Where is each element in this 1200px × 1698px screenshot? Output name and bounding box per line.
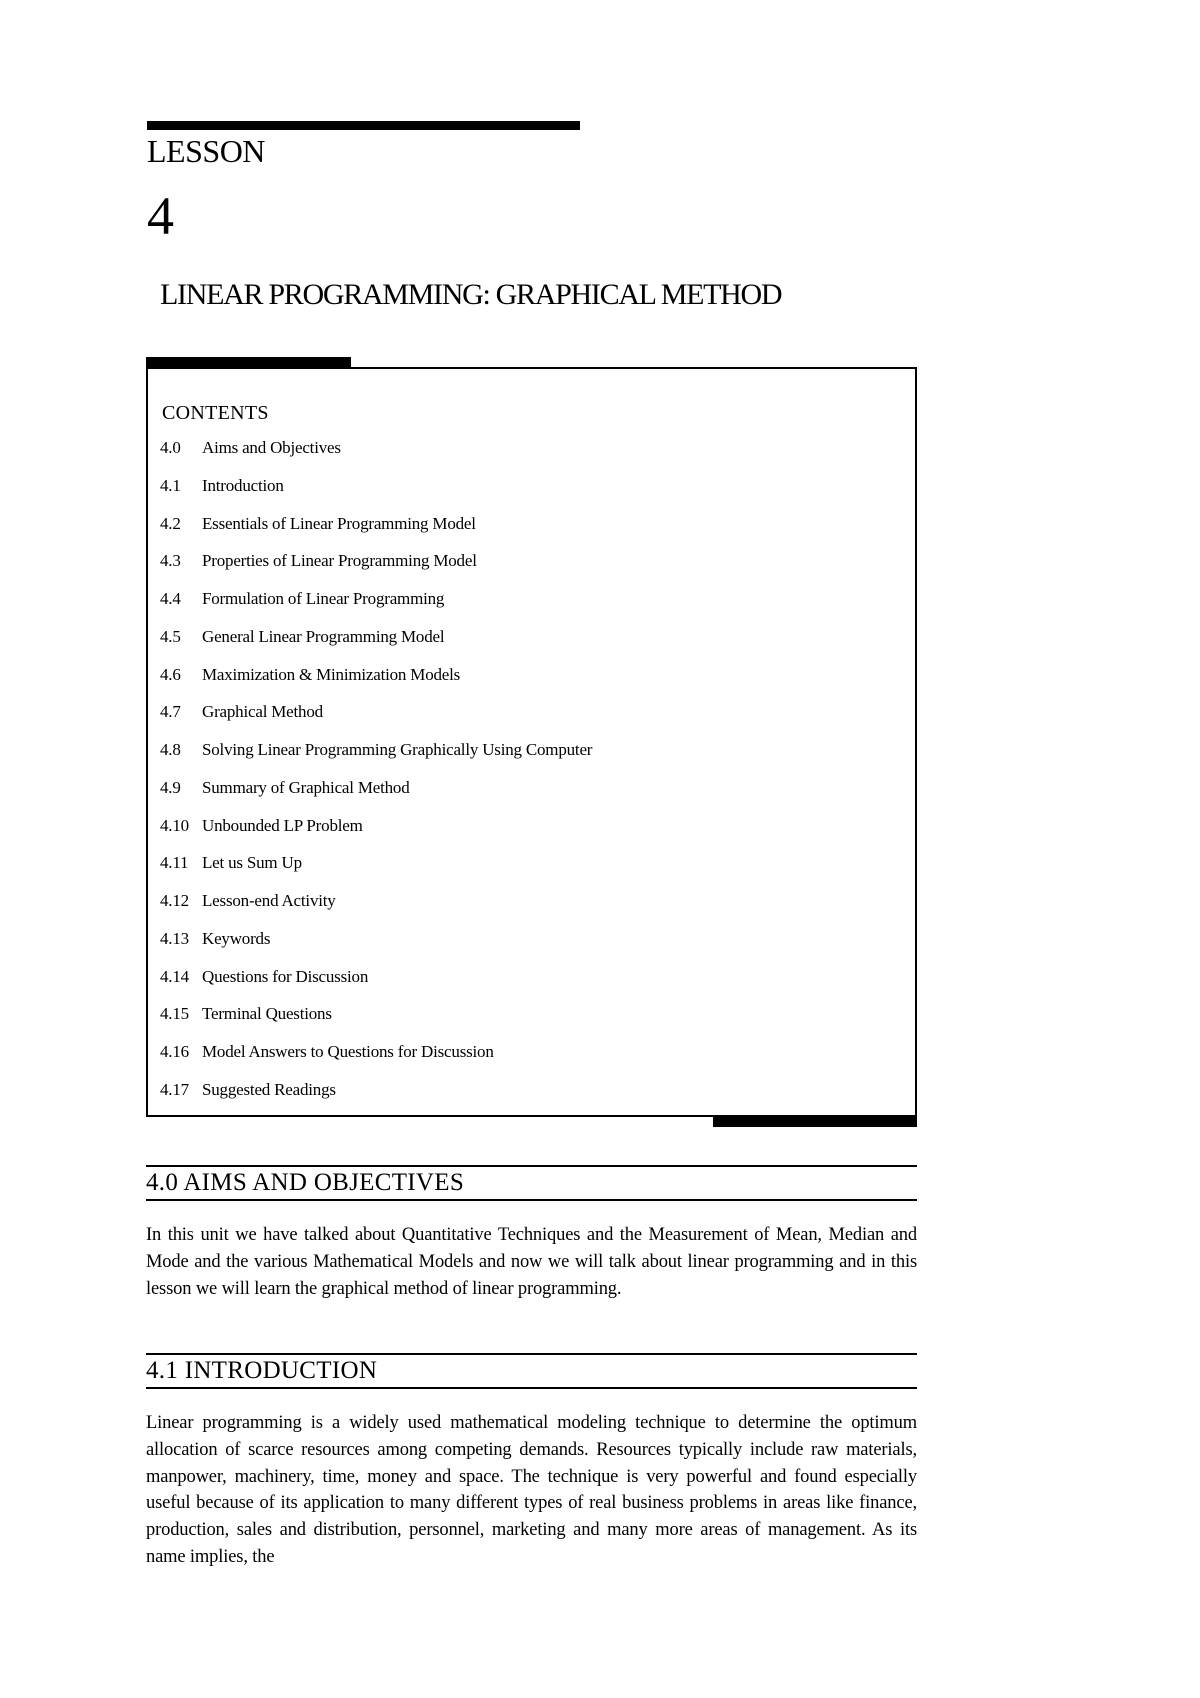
contents-bottom-tab xyxy=(713,1115,917,1127)
contents-item xyxy=(160,1040,592,1078)
contents-item xyxy=(160,512,592,550)
contents-item-label: Maximization & Minimization Models xyxy=(202,664,461,684)
contents-item-label: Model Answers to Questions for Discussion xyxy=(202,1042,494,1061)
contents-item-label: Solving Linear Programming Graphically Using Computer xyxy=(202,740,593,759)
contents-item-label: Properties of Linear Programming Model xyxy=(202,551,477,571)
contents-list xyxy=(160,436,592,1116)
contents-box xyxy=(146,367,917,1117)
contents-item xyxy=(160,663,592,701)
contents-item-label: Suggested Readings xyxy=(202,1079,336,1099)
contents-item-label: Introduction xyxy=(202,475,284,495)
contents-item-number: 4.9 xyxy=(160,777,181,797)
contents-item-label: Essentials of Linear Programming Model xyxy=(202,513,476,533)
contents-item-number: 4.7 xyxy=(160,702,181,722)
contents-item xyxy=(160,927,592,965)
contents-item-number: 4.2 xyxy=(160,513,181,533)
contents-item-label: Aims and Objectives xyxy=(202,438,341,457)
contents-item-number: 4.3 xyxy=(160,551,181,571)
contents-heading: CONTENTS xyxy=(162,402,269,424)
contents-item-label: Keywords xyxy=(202,928,271,948)
contents-item xyxy=(160,1078,592,1116)
section-heading-introduction xyxy=(146,1353,917,1389)
contents-item-label: Lesson-end Activity xyxy=(202,891,336,910)
contents-item-label: General Linear Programming Model xyxy=(202,626,445,646)
contents-item-number: 4.1 xyxy=(160,475,181,495)
contents-item-number: 4.12 xyxy=(160,891,189,910)
contents-item xyxy=(160,700,592,738)
introduction-paragraph: Linear programming is a widely used mathematical modeling technique to determine the optimum allocation of scarce resources among competing demands. Resources typically include raw materials, manpower, machinery, time, money and space. The technique is very powerful and found especially useful because of its application to many different types of real business problems in areas like finance, production, sales and distribution, personnel, marketing and many more areas of management. As its name implies, the xyxy=(146,1413,917,1567)
contents-item xyxy=(160,738,592,776)
contents-item-label: Graphical Method xyxy=(202,702,323,722)
contents-item xyxy=(160,889,592,927)
contents-item-label: Unbounded LP Problem xyxy=(202,815,363,835)
contents-item-label: Let us Sum Up xyxy=(202,853,302,873)
contents-item xyxy=(160,1002,592,1040)
lesson-title: LINEAR PROGRAMMING: GRAPHICAL METHOD xyxy=(160,278,782,311)
section-heading-aims-text: 4.0 AIMS AND OBJECTIVES xyxy=(146,1169,465,1196)
section-heading-aims xyxy=(146,1165,917,1201)
contents-item-label: Questions for Discussion xyxy=(202,966,369,986)
contents-item-label: Summary of Graphical Method xyxy=(202,777,410,797)
contents-item-number: 4.15 xyxy=(160,1004,189,1024)
contents-item-number: 4.4 xyxy=(160,589,181,608)
contents-item xyxy=(160,776,592,814)
top-rule xyxy=(147,121,580,130)
section-heading-introduction-text: 4.1 INTRODUCTION xyxy=(146,1357,378,1384)
contents-item-number: 4.0 xyxy=(160,438,181,457)
lesson-number: 4 xyxy=(147,186,174,246)
contents-item-number: 4.10 xyxy=(160,815,189,835)
contents-item-number: 4.6 xyxy=(160,664,181,684)
contents-item-label: Terminal Questions xyxy=(202,1004,332,1024)
contents-item-label: Formulation of Linear Programming xyxy=(202,589,445,608)
contents-item xyxy=(160,965,592,1003)
contents-item-number: 4.16 xyxy=(160,1042,189,1061)
contents-item-number: 4.17 xyxy=(160,1079,189,1099)
contents-item-number: 4.5 xyxy=(160,626,181,646)
contents-item xyxy=(160,587,592,625)
lesson-label: LESSON xyxy=(147,133,265,169)
contents-item xyxy=(160,625,592,663)
contents-item xyxy=(160,549,592,587)
contents-item-number: 4.11 xyxy=(160,853,189,873)
contents-item-number: 4.13 xyxy=(160,928,189,948)
contents-item xyxy=(160,851,592,889)
contents-item xyxy=(160,436,592,474)
contents-item-number: 4.14 xyxy=(160,966,189,986)
contents-item xyxy=(160,474,592,512)
contents-item-number: 4.8 xyxy=(160,740,181,759)
aims-paragraph: In this unit we have talked about Quantitative Techniques and the Measurement of Mean, Median and Mode and the various Mathematical Models and now we will talk about linear programming and in this lesson we will learn the graphical method of linear programming. xyxy=(146,1225,917,1299)
contents-item xyxy=(160,814,592,852)
